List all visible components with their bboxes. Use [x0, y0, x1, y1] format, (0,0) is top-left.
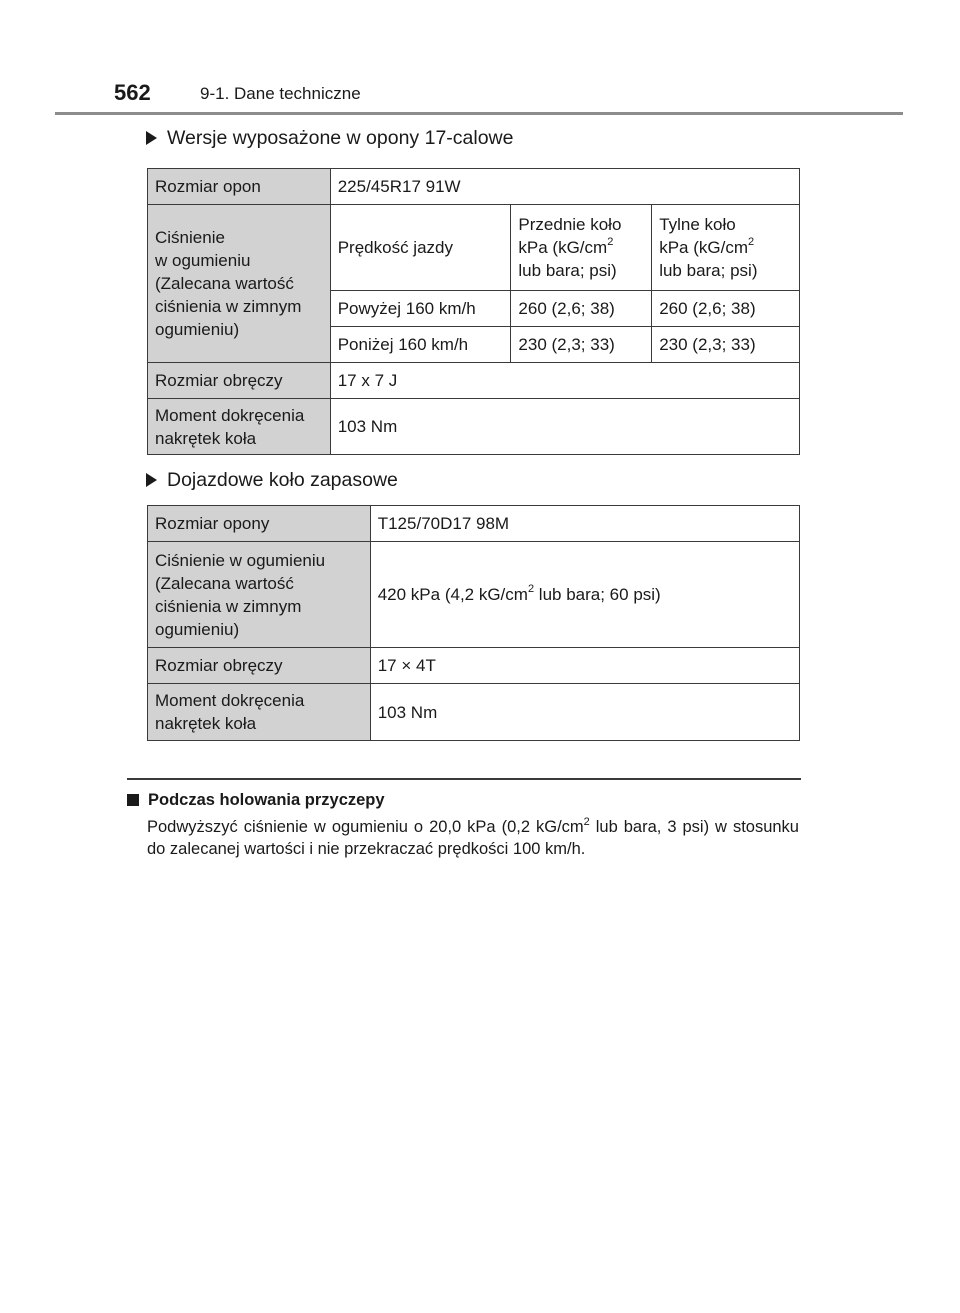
speed-cell: Powyżej 160 km/h: [330, 291, 511, 327]
note-title: Podczas holowania przyczepy: [148, 791, 385, 809]
rim-size-label: Rozmiar obręczy: [148, 648, 371, 684]
front-pressure-cell: 260 (2,6; 38): [511, 291, 652, 327]
page-header: [0, 78, 960, 112]
table-row: [148, 542, 800, 648]
table-row: [148, 169, 800, 205]
tire-size-value: T125/70D17 98M: [370, 506, 799, 542]
table-row: [148, 506, 800, 542]
section-17inch-title: [146, 125, 514, 151]
front-pressure-cell: 230 (2,3; 33): [511, 327, 652, 363]
square-bullet-icon: [127, 794, 139, 806]
section-title-text: Dojazdowe koło zapasowe: [167, 469, 398, 491]
rear-wheel-header: Tylne koło kPa ($kG/cm^2$ lub bara; psi): [652, 205, 800, 291]
speed-cell: Poniżej 160 km/h: [330, 327, 511, 363]
torque-label: Moment dokręcenia nakrętek koła: [148, 399, 331, 455]
rim-size-label: Rozmiar obręczy: [148, 363, 331, 399]
table-row: [148, 648, 800, 684]
rim-size-value: 17 × 4T: [370, 648, 799, 684]
table-row: [148, 399, 800, 455]
rim-size-value: 17 x 7 J: [330, 363, 799, 399]
table-row: [148, 363, 800, 399]
front-wheel-header: Przednie koło kPa ($kG/cm^2$ lub bara; psi): [511, 205, 652, 291]
tire-size-label: Rozmiar opon: [148, 169, 331, 205]
table-row: [148, 205, 800, 291]
pressure-value: 420 kPa (4,2 $kG/cm^2$ lub bara; 60 psi): [370, 542, 799, 648]
tire-spec-table-spare: [147, 505, 800, 741]
rear-pressure-cell: 260 (2,6; 38): [652, 291, 800, 327]
tire-size-value: 225/45R17 91W: [330, 169, 799, 205]
speed-header: Prędkość jazdy: [330, 205, 511, 291]
section-title-text: Wersje wyposażone w opony 17-calowe: [167, 127, 514, 149]
pressure-label: Ciśnienie w ogumieniu (Zalecana wartość ciśnienia w zimnym ogumieniu): [148, 205, 331, 363]
header-divider: [55, 112, 903, 115]
note-heading: [127, 788, 385, 812]
rear-pressure-cell: 230 (2,3; 33): [652, 327, 800, 363]
page-number: 562: [114, 80, 151, 105]
chapter-title: 9-1. Dane techniczne: [200, 84, 361, 103]
tire-spec-table-17inch: [147, 168, 800, 455]
tire-size-label: Rozmiar opony: [148, 506, 371, 542]
torque-label: Moment dokręcenia nakrętek koła: [148, 684, 371, 741]
pressure-label: Ciśnienie w ogumieniu (Zalecana wartość ciśnienia w zimnym ogumieniu): [148, 542, 371, 648]
torque-value: 103 Nm: [330, 399, 799, 455]
triangle-bullet-icon: [146, 131, 157, 145]
section-spare-title: [146, 467, 398, 493]
torque-value: 103 Nm: [370, 684, 799, 741]
triangle-bullet-icon: [146, 473, 157, 487]
note-divider: [127, 778, 801, 780]
note-body: Podwyższyć ciśnienie w ogumieniu o 20,0 kPa (0,2 $kG/cm^2$ lub bara, 3 psi) w stosunku do zalecanej wartości i nie przekraczać prędkości 100 km/h.: [147, 815, 799, 858]
table-row: [148, 684, 800, 741]
